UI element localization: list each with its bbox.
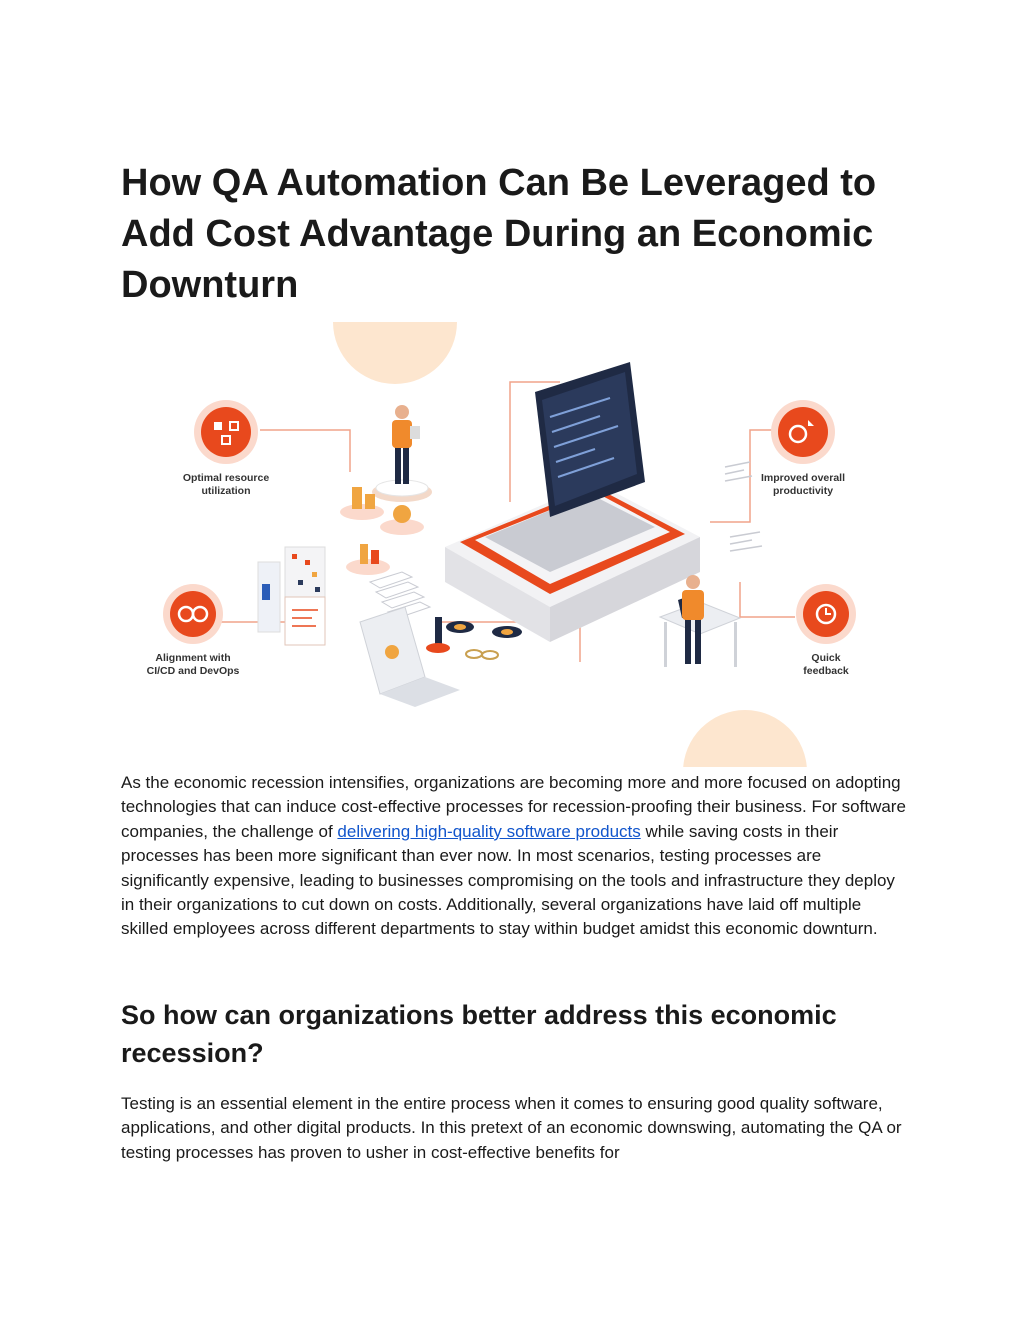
optimal-label-line2: utilization [201, 485, 251, 497]
location-markers [426, 617, 522, 659]
optimal-resource-icon [194, 400, 258, 464]
testing-paragraph: Testing is an essential element in the entire process when it comes to ensuring good quality software, applications, and other digital products. In this pretext of an economic downswing, automating the QA or testing processes has proven to usher in cost-effective benefits for [121, 1094, 902, 1162]
cicd-icon [163, 584, 223, 644]
improved-label-line1: Improved overall [760, 472, 846, 484]
article-title: How QA Automation Can Be Leveraged to Add Cost Advantage During an Economic Downturn [121, 162, 877, 306]
section-heading: So how can organizations better address this economic recession? [121, 1000, 837, 1068]
quick-label-line2: feedback [803, 665, 849, 677]
qa-automation-illustration [140, 322, 880, 767]
quick-label-line1: Quick [811, 652, 841, 664]
intro-text-before: As the economic recession intensifies, organizations are becoming more and more focused on adopting technologies that can induce cost-effective processes for recession-proofing their business. For software companies, the challenge of [121, 773, 906, 841]
quick-feedback-icon [796, 584, 856, 644]
code-snippets [725, 462, 762, 551]
dashboard-panels [258, 547, 325, 645]
productivity-icon [771, 400, 835, 464]
central-laptop-platform [445, 362, 700, 642]
person-with-tablet [372, 405, 432, 502]
align-label-line1: Alignment with [155, 652, 231, 664]
desk-worker [660, 575, 740, 667]
intro-text-after: while saving costs in their processes has been more significant than ever now. In most scenarios, testing processes are significantly expensive, leading to businesses compromising on the tools and infrastructure they deploy in their organizations to cut down on costs. Additionally, several organizations have laid off multiple skilled employees across different departments to stay within budget amidst this economic downturn. [121, 821, 895, 939]
top-peach-circle [333, 322, 457, 384]
improved-label-line2: productivity [772, 485, 834, 497]
optimal-label-line1: Optimal resource [182, 472, 270, 484]
delivering-software-link[interactable]: delivering high-quality software products [337, 821, 641, 841]
intro-paragraph [121, 771, 911, 942]
align-label-line2: CI/CD and DevOps [146, 665, 240, 677]
bottom-peach-circle [683, 710, 807, 767]
